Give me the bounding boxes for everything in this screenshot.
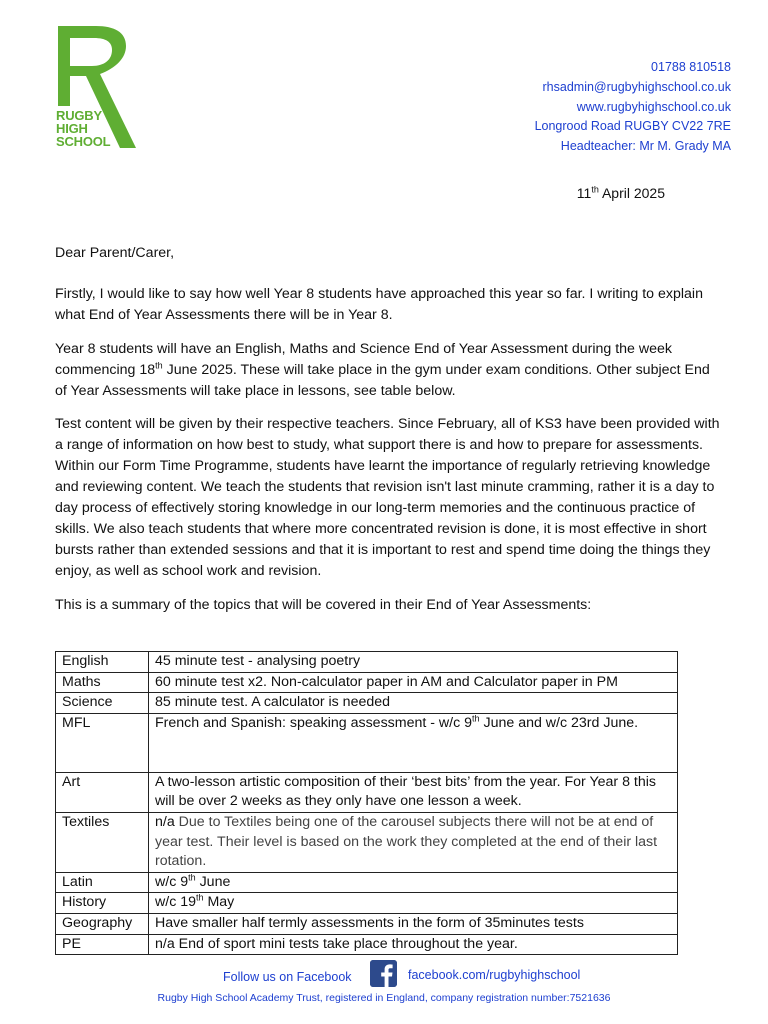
detail-cell: w/c 9th June	[149, 872, 678, 893]
table-row	[56, 913, 678, 934]
detail-cell: n/a End of sport mini tests take place throughout the year.	[149, 934, 678, 955]
table-row	[56, 652, 678, 673]
detail-cell: 60 minute test x2. Non-calculator paper in AM and Calculator paper in PM	[149, 672, 678, 693]
salutation: Dear Parent/Carer,	[55, 245, 175, 261]
facebook-icon[interactable]	[370, 960, 397, 987]
table-row	[56, 812, 678, 872]
detail-cell: Have smaller half termly assessments in the form of 35minutes tests	[149, 913, 678, 934]
subject-cell: Art	[56, 772, 149, 812]
subject-cell: Science	[56, 693, 149, 714]
table-row	[56, 872, 678, 893]
facebook-link[interactable]: facebook.com/rugbyhighschool	[408, 968, 581, 982]
subject-cell: Maths	[56, 672, 149, 693]
table-row	[56, 893, 678, 914]
follow-label: Follow us on Facebook	[223, 970, 352, 984]
table-row	[56, 713, 678, 772]
assessment-table	[55, 651, 678, 955]
website-link[interactable]: www.rugbyhighschool.co.uk	[576, 99, 731, 114]
subject-cell: PE	[56, 934, 149, 955]
trust-registration: Rugby High School Academy Trust, registered in England, company registration number:7521636	[157, 992, 611, 1004]
logo-line-1: RUGBY	[56, 108, 102, 123]
table-row	[56, 693, 678, 714]
subject-cell: English	[56, 652, 149, 673]
paragraph-intro: Firstly, I would like to say how well Year 8 students have approached this year so far. I writing to explain what End of Year Assessments there will be in Year 8.	[55, 285, 703, 323]
headteacher: Headteacher: Mr M. Grady MA	[560, 139, 731, 154]
subject-cell: Textiles	[56, 812, 149, 872]
letter-body	[55, 243, 725, 629]
email-link[interactable]: rhsadmin@rugbyhighschool.co.uk	[542, 79, 731, 94]
detail-cell: w/c 19th May	[149, 893, 678, 914]
social-footer	[0, 958, 768, 990]
detail-cell: 85 minute test. A calculator is needed	[149, 693, 678, 714]
subject-cell: History	[56, 893, 149, 914]
phone-number: 01788 810518	[651, 60, 731, 74]
logo-line-3: SCHOOL	[56, 134, 111, 149]
subject-cell: MFL	[56, 713, 149, 772]
contact-block	[535, 58, 731, 157]
paragraph-exams: Year 8 students will have an English, Maths and Science End of Year Assessment during the week commencing 18th June 2025. These will take place in the gym under exam conditions. Other subject End of Year Assessments will take place in lessons, see table below.	[55, 340, 710, 399]
paragraph-revision: Test content will be given by their respective teachers. Since February, all of KS3 have been provided with a range of information on how best to study, what support there is and how to prepare for assessments. Within our Form Time Programme, students have learnt the importance of regularly retrieving knowledge and reviewing content. We teach the students that revision isn't last minute cramming, rather it is a day to day process of effectively storing knowledge in our long-term memories and the continuous practice of skills. We also teach students that where more concentrated revision is done, it is most effective in short bursts rather than extended sessions and that it is important to rest and spend time doing the things they enjoy, as well as school work and revision.	[55, 416, 720, 579]
subject-cell: Geography	[56, 913, 149, 934]
detail-cell: A two-lesson artistic composition of their ‘best bits’ from the year. For Year 8 this will be over 2 weeks as they only have one lesson a week.	[149, 772, 678, 812]
paragraph-summary: This is a summary of the topics that will be covered in their End of Year Assessments:	[55, 596, 592, 613]
table-row	[56, 672, 678, 693]
detail-cell: French and Spanish: speaking assessment - w/c 9th June and w/c 23rd June.	[149, 713, 678, 772]
table-row	[56, 772, 678, 812]
detail-cell: n/a Due to Textiles being one of the carousel subjects there will not be at end of year test. Their level is based on the work they completed at the end of their last rotation.	[149, 812, 678, 872]
table-row	[56, 934, 678, 955]
address: Longrood Road RUGBY CV22 7RE	[534, 119, 731, 134]
detail-cell: 45 minute test - analysing poetry	[149, 652, 678, 673]
logo-wordmark	[56, 109, 110, 148]
subject-cell: Latin	[56, 872, 149, 893]
logo-line-2: HIGH	[56, 121, 88, 136]
letter-date: 11th April 2025	[576, 184, 665, 201]
